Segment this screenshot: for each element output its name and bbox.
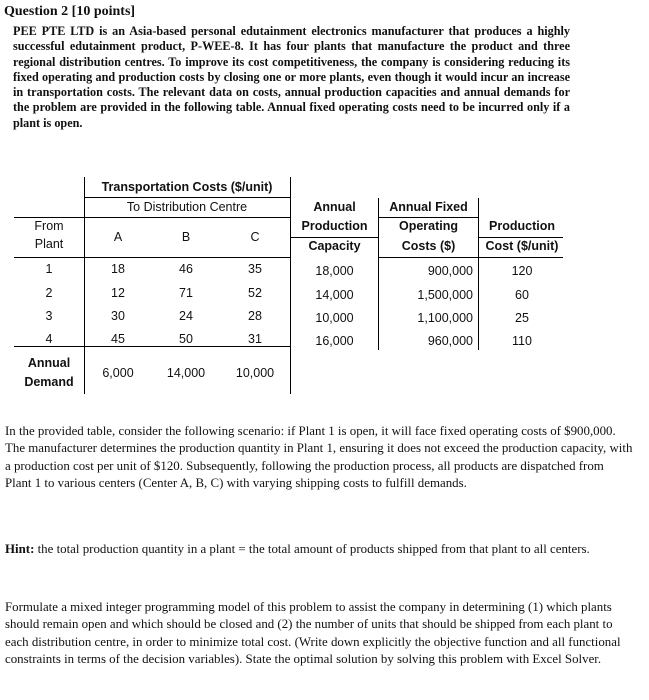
capacity-header-2: Production: [301, 219, 368, 233]
cost-b-cell: 24: [179, 309, 193, 323]
fixed-cost-cell: 960,000: [427, 334, 473, 348]
plant-header: Plant: [34, 237, 64, 251]
centre-c-header: C: [250, 230, 260, 244]
prodcost-header-2: Cost ($/unit): [485, 239, 559, 253]
table-rule: [379, 257, 479, 258]
plant-cell: 2: [45, 286, 53, 300]
plant-cell: 4: [45, 332, 53, 346]
capacity-header-3: Capacity: [308, 239, 361, 253]
table-rule: [479, 237, 563, 238]
cost-c-cell: 31: [248, 332, 262, 346]
demand-b-cell: 14,000: [166, 366, 206, 380]
plant-cell: 3: [45, 309, 53, 323]
table-rule: [84, 197, 290, 198]
distribution-header: To Distribution Centre: [126, 200, 248, 214]
hint-text: the total production quantity in a plant = the total amount of products shipped from that plant to all centers.: [34, 542, 590, 556]
cost-a-cell: 30: [111, 309, 125, 323]
prod-cost-cell: 120: [511, 264, 533, 278]
centre-b-header: B: [181, 230, 191, 244]
fixed-cost-cell: 1,500,000: [417, 288, 473, 302]
demand-c-cell: 10,000: [235, 366, 275, 380]
cost-a-cell: 45: [111, 332, 125, 346]
centre-a-header: A: [113, 230, 123, 244]
cost-c-cell: 35: [248, 262, 262, 276]
demand-label-2: Demand: [24, 375, 74, 389]
prodcost-header-1: Production: [489, 219, 555, 233]
cost-b-cell: 71: [179, 286, 193, 300]
fixed-header-3: Costs ($): [401, 239, 456, 253]
hint-label: Hint:: [5, 542, 35, 556]
table-rule: [14, 346, 290, 347]
capacity-cell: 10,000: [315, 311, 354, 325]
cost-c-cell: 28: [248, 309, 262, 323]
table-rule: [291, 237, 378, 238]
capacity-cell: 16,000: [315, 334, 354, 348]
table-rule: [379, 217, 479, 218]
table-rule: [14, 217, 290, 218]
capacity-cell: 18,000: [315, 264, 354, 278]
prod-cost-cell: 60: [515, 288, 529, 302]
fixed-cost-cell: 900,000: [427, 264, 473, 278]
fixed-header-1: Annual Fixed: [389, 200, 468, 214]
hint-paragraph: [5, 541, 633, 558]
question-title: Question 2 [10 points]: [4, 4, 136, 19]
prod-cost-cell: 25: [515, 311, 529, 325]
capacity-cell: 14,000: [315, 288, 354, 302]
task-paragraph: Formulate a mixed integer programming model of this problem to assist the company in determining (1) which plants should remain open and which should be closed and (2) the number of units that should be shipped from each plant to each distribution centre, in order to minimize total cost. (Write down explicitly the objective function and all functional constraints in terms of the decision variables). State the optimal solution by solving this problem with Excel Solver.: [5, 600, 621, 667]
cost-a-cell: 18: [111, 262, 125, 276]
cost-b-cell: 50: [179, 332, 193, 346]
from-header: From: [34, 219, 64, 233]
fixed-cost-cell: 1,100,000: [417, 311, 473, 325]
demand-a-cell: 6,000: [102, 366, 134, 380]
plant-cell: 1: [45, 262, 53, 276]
table-rule: [479, 257, 563, 258]
cost-c-cell: 52: [248, 286, 262, 300]
transport-header: Transportation Costs ($/unit): [101, 180, 273, 194]
demand-label-1: Annual: [27, 356, 71, 370]
capacity-header-1: Annual: [313, 200, 356, 214]
question-intro: PEE PTE LTD is an Asia-based personal edutainment electronics manufacturer that produces a highly successful edutainment product, P-WEE-8. It has four plants that manufacture the product and three regional distribution centres. To improve its cost competitiveness, the company is considering reducing its fixed operating and production costs by closing one or more plants, even though it would incur an increase in transportation costs. The relevant data on costs, annual production capacities and annual demands for the problem are provided in the following table. Annual fixed operating costs need to be incurred only if a plant is open.: [13, 24, 570, 130]
scenario-paragraph: In the provided table, consider the following scenario: if Plant 1 is open, it will face fixed operating costs of $900,000. The manufacturer determines the production quantity in Plant 1, ensuring it does not exceed the production capacity, with a production cost per unit of $120. Subsequently, following the production process, all products are dispatched from Plant 1 to various centers (Center A, B, C) with varying shipping costs to fulfill demands.: [5, 424, 633, 491]
fixed-header-2: Operating: [398, 219, 459, 233]
table-rule: [14, 257, 290, 258]
cost-b-cell: 46: [179, 262, 193, 276]
cost-a-cell: 12: [111, 286, 125, 300]
prod-cost-cell: 110: [512, 334, 532, 348]
